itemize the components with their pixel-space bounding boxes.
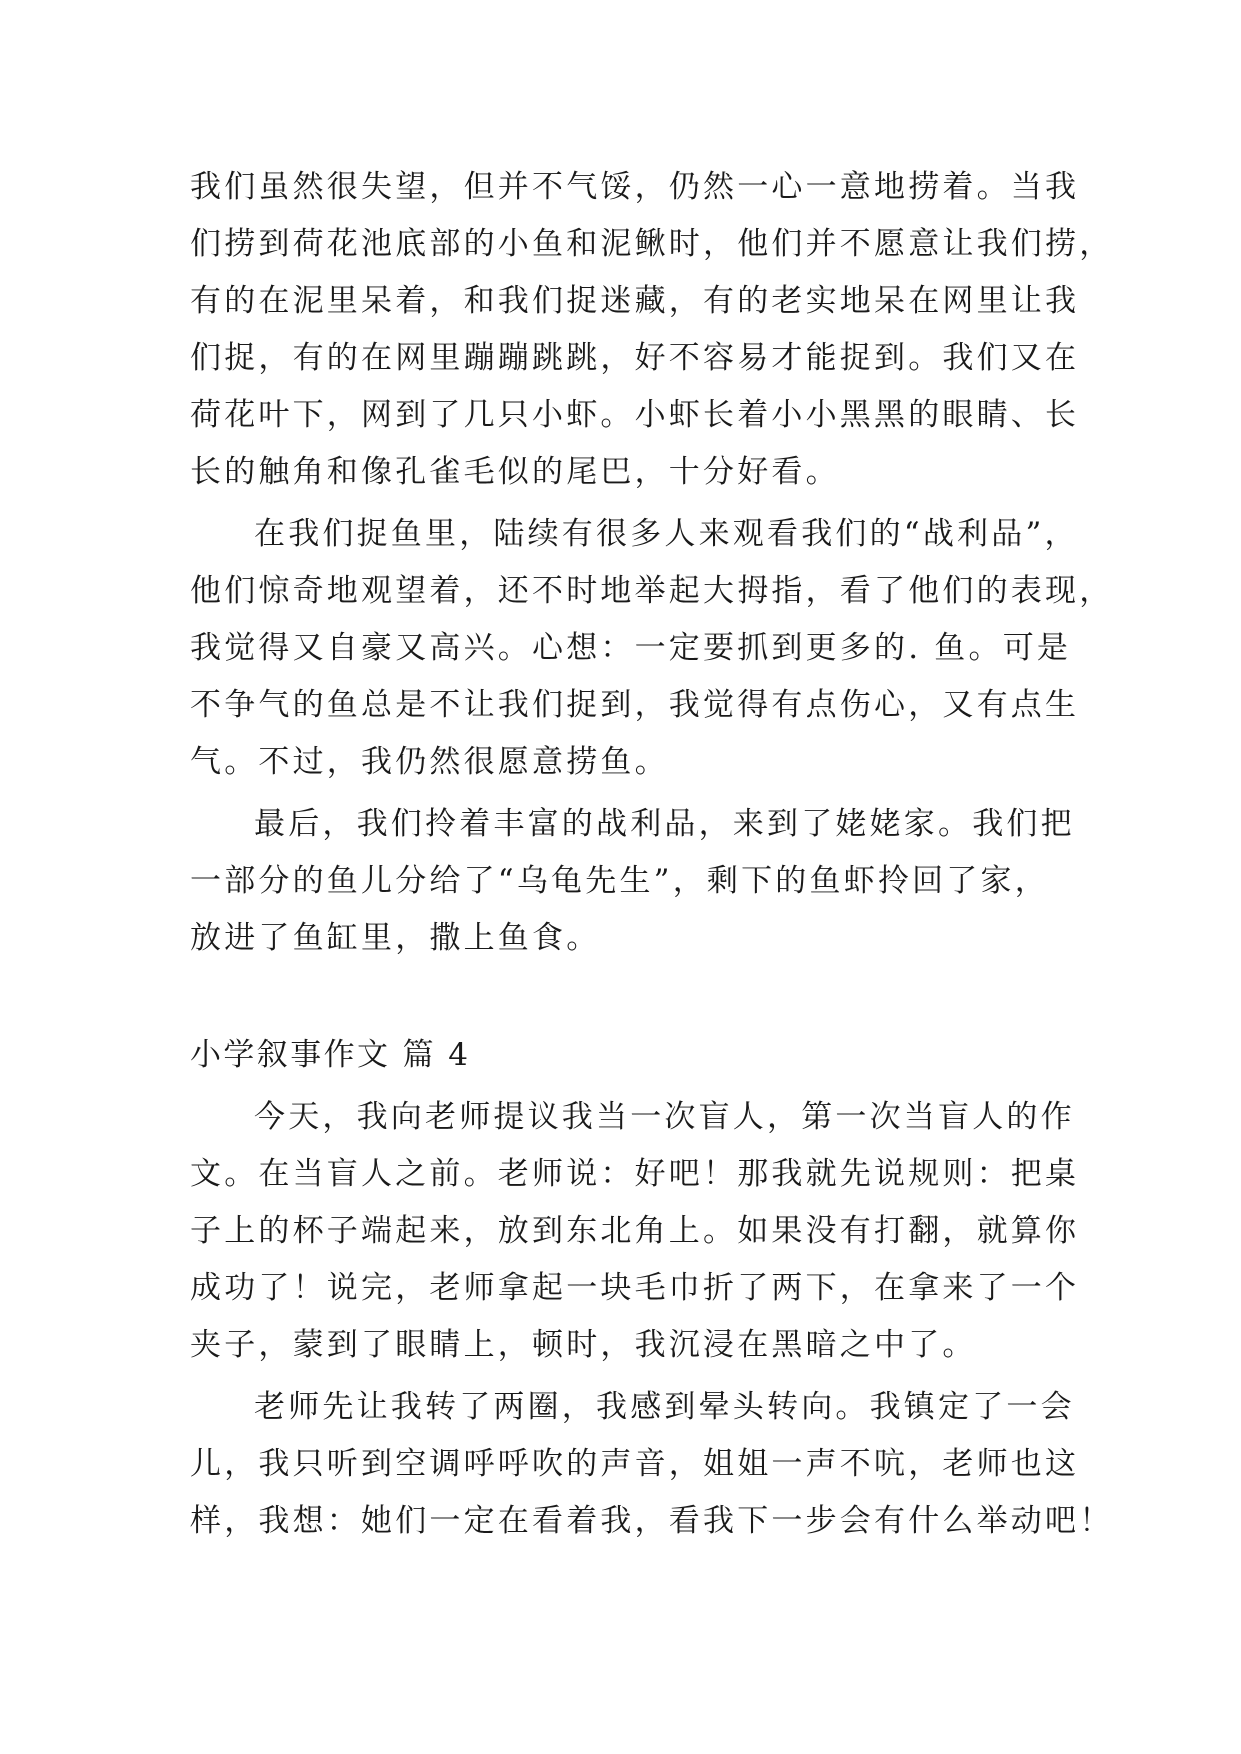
- text-line: 荷花叶下，网到了几只小虾。小虾长着小小黑黑的眼睛、长: [190, 397, 1080, 433]
- text-line: 有的在泥里呆着，和我们捉迷藏，有的老实地呆在网里让我: [190, 283, 1080, 319]
- text-line: 样，我想：她们一定在看着我，看我下一步会有什么举动吧！: [190, 1503, 1114, 1539]
- text-line: 气。不过，我仍然很愿意捞鱼。: [190, 744, 669, 780]
- text-line: 夹子，蒙到了眼睛上，顿时，我沉浸在黑暗之中了。: [190, 1327, 977, 1363]
- paragraph-first-line: 老师先让我转了两圈，我感到晕头转向。我镇定了一会: [254, 1389, 1075, 1425]
- text-line: 文。在当盲人之前。老师说：好吧！那我就先说规则：把桌: [190, 1156, 1080, 1192]
- text-line: 长的触角和像孔雀毛似的尾巴，十分好看。: [190, 454, 840, 490]
- text-line: 们捞到荷花池底部的小鱼和泥鳅时，他们并不愿意让我们捞，: [190, 226, 1114, 262]
- text-line: 一部分的鱼儿分给了“乌龟先生”，剩下的鱼虾拎回了家，: [190, 863, 1049, 899]
- section-heading: 小学叙事作文 篇 4: [190, 1037, 471, 1073]
- text-line: 我们虽然很失望，但并不气馁，仍然一心一意地捞着。当我: [190, 169, 1080, 205]
- text-line: 我觉得又自豪又高兴。心想：一定要抓到更多的. 鱼。可是: [190, 630, 1072, 666]
- text-line: 们捉，有的在网里蹦蹦跳跳，好不容易才能捉到。我们又在: [190, 340, 1080, 376]
- text-line: 他们惊奇地观望着，还不时地举起大拇指，看了他们的表现，: [190, 573, 1114, 609]
- text-line: 不争气的鱼总是不让我们捉到，我觉得有点伤心，又有点生: [190, 687, 1080, 723]
- text-line: 儿，我只听到空调呼呼吹的声音，姐姐一声不吭，老师也这: [190, 1446, 1080, 1482]
- text-line: 子上的杯子端起来，放到东北角上。如果没有打翻，就算你: [190, 1213, 1080, 1249]
- text-line: 放进了鱼缸里，撒上鱼食。: [190, 920, 601, 956]
- paragraph-first-line: 今天，我向老师提议我当一次盲人，第一次当盲人的作: [254, 1099, 1075, 1135]
- text-line: 成功了！说完，老师拿起一块毛巾折了两下，在拿来了一个: [190, 1270, 1080, 1306]
- paragraph-first-line: 最后，我们拎着丰富的战利品，来到了姥姥家。我们把: [254, 806, 1075, 842]
- paragraph-first-line: 在我们捉鱼里，陆续有很多人来观看我们的“战利品”，: [254, 516, 1079, 552]
